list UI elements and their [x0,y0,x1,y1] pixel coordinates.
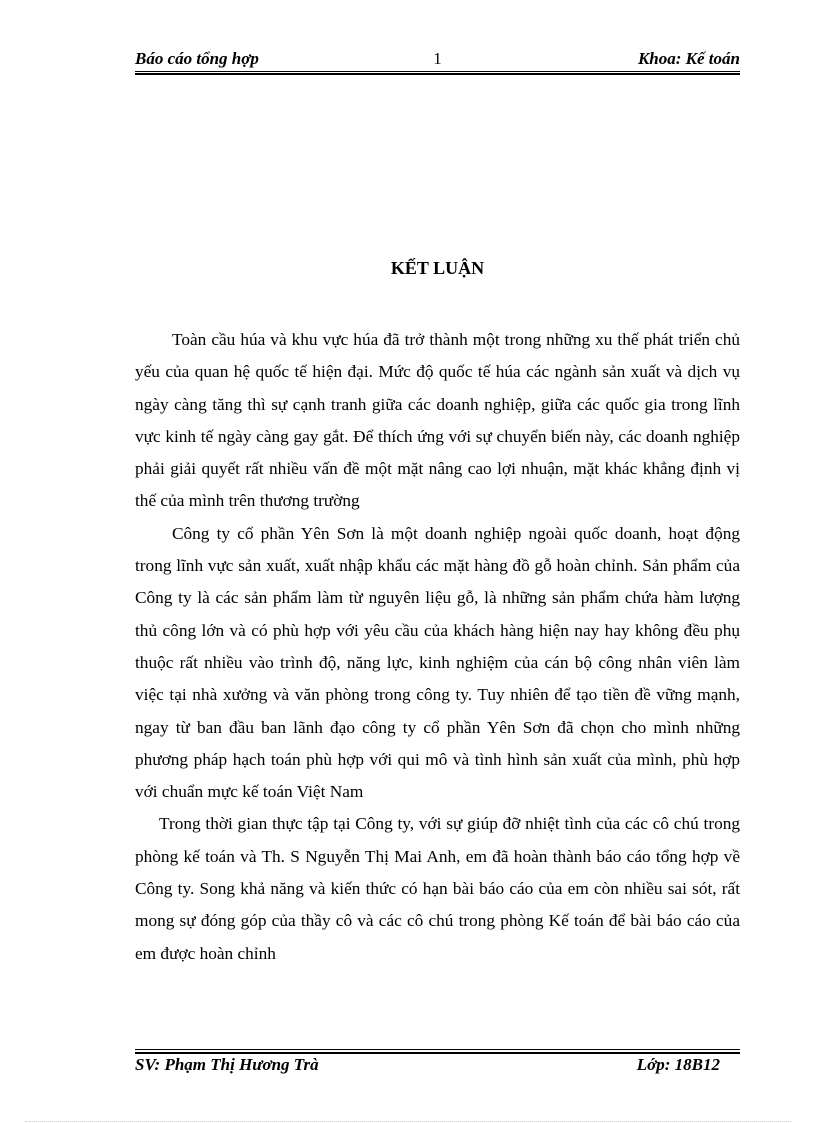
page-bottom-edge [25,1121,791,1122]
paragraph-3: Trong thời gian thực tập tại Công ty, với sự giúp đỡ nhiệt tình của các cô chú trong phòng kế toán và Th. S Nguyễn Thị Mai Anh, em đã hoàn thành báo cáo tổng hợp về Công ty. Song khả năng và kiến thức có hạn bài báo cáo của em còn nhiều sai sót, rất mong sự đóng góp của thầy cô và các cô chú trong phòng Kế toán để bài báo cáo của em được hoàn chỉnh [135,814,740,963]
paragraph-2: Công ty cổ phần Yên Sơn là một doanh nghiệp ngoài quốc doanh, hoạt động trong lĩnh vực sản xuất, xuất nhập khẩu các mặt hàng đồ gỗ hoàn chỉnh. Sản phẩm của Công ty là các sản phẩm làm từ nguyên liệu gỗ, là những sản phẩm chứa hàm lượng thủ công lớn và có phù hợp với yêu cầu của khách hàng hiện nay hay không đều phụ thuộc rất nhiều vào trình độ, năng lực, kinh nghiệm của cán bộ công nhân viên làm việc tại nhà xưởng và văn phòng trong công ty. Tuy nhiên để tạo tiền đề vững mạnh, ngay từ ban đầu ban lãnh đạo công ty cổ phần Yên Sơn đã chọn cho mình những phương pháp hạch toán phù hợp với qui mô và tình hình sản xuất của mình, phù hợp với chuẩn mực kế toán Việt Nam [135,523,740,802]
page-number: 1 [433,49,442,68]
paragraph-1: Toàn cầu húa và khu vực húa đã trở thành một trong những xu thế phát triển chủ yếu của quan hệ quốc tế hiện đại. Mức độ quốc tế húa các ngành sản xuất và dịch vụ ngày càng tăng thì sự cạnh tranh giữa các doanh nghiệp, giữa các quốc gia trong lĩnh vực kinh tế ngày càng gay gắt. Để thích ứng với sự chuyển biến này, các doanh nghiệp phải giải quyết rất nhiều vấn đề một mặt nâng cao lợi nhuận, mặt khác khẳng định vị thế của mình trên thương trường [135,330,740,511]
page-footer [135,1055,740,1079]
footer-class: Lớp: 18B12 [636,1055,720,1074]
page-header [135,47,740,72]
conclusion-body [135,324,740,970]
header-report-title: Báo cáo tổng hợp [135,49,259,68]
header-divider [135,73,740,75]
footer-student: SV: Phạm Thị Hương Trà [135,1055,319,1074]
footer-divider-thick [135,1052,740,1054]
footer-divider-thin [135,1049,740,1050]
header-department: Khoa: Kế toán [637,49,740,68]
section-title: KẾT LUẬN [390,258,485,278]
